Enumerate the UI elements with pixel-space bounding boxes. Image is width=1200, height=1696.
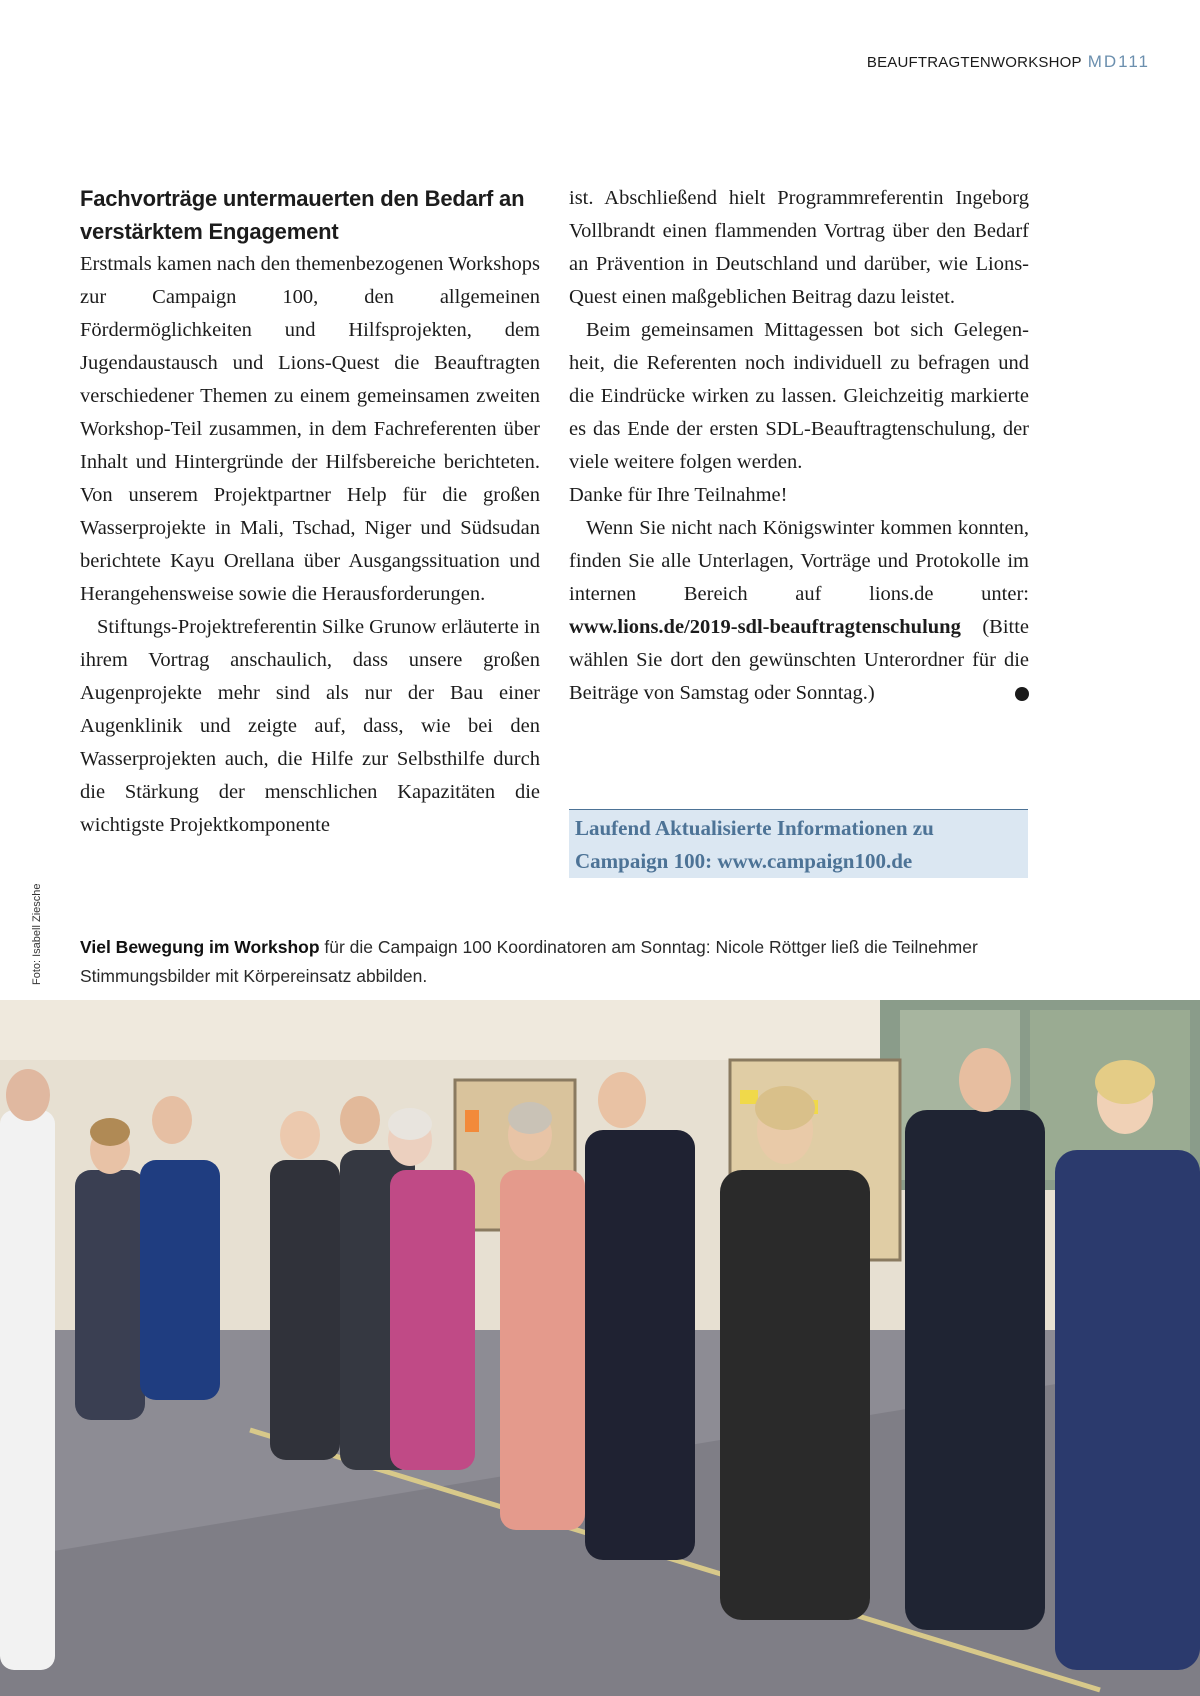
article-paragraph: Danke für Ihre Teilnahme! (569, 484, 788, 506)
info-box (569, 809, 1028, 878)
article-subhead: Fachvorträge untermauerten den Bedarf an verstärktem Engagement (80, 186, 525, 244)
workshop-photo (0, 1000, 1200, 1696)
campaign-link[interactable]: www.campaign100.de (717, 849, 913, 873)
article-text: (Bitte wählen Sie dort den gewünschten Unterordner für die Beiträge von Samstag oder Sonntag.) (569, 616, 1029, 704)
section-title: BEAUFTRAGTENWORKSHOP (866, 54, 1082, 71)
article-column-left (80, 182, 540, 842)
workshop-photo-illustration (0, 1000, 1200, 1696)
article-paragraph: ist. Abschließend hielt Programmreferentin Ingeborg Vollbrandt einen flammenden Vortrag über den Bedarf an Prävention in Deutschland und darüber, wie Lions-Quest einen maßgeblichen Beitrag dazu leistet. (569, 187, 1029, 308)
lions-end-mark-icon: L (1015, 687, 1029, 701)
running-head (867, 52, 1150, 72)
photo-credit: Foto: Isabell Ziesche (31, 883, 43, 985)
article-paragraph: Beim gemeinsamen Mittagessen bot sich Gelegenheit, die Referenten noch individuell zu befragen und die Eindrücke wirken zu lassen. Gleichzeitig markierte es das Ende der ersten SDL-Beauftragtenschulung, der viele weitere folgen werden. (569, 319, 1029, 473)
issue-label: MD111 (1087, 52, 1150, 71)
article-paragraph: Erstmals kamen nach den themenbezogenen Workshops zur Campaign 100, den allgemeinen Fördermöglichkeiten und Hilfsprojekten, dem Jugendaustausch und Lions-Quest die Beauftragten verschiedener Themen zu einem gemeinsamen zweiten Workshop-Teil zusammen, in dem Fachreferenten über Inhalt und Hintergründe der Hilfsbereiche berichteten. Von unserem Projektpartner Help für die großen Wasserprojekte in Mali, Tschad, Niger und Südsudan berichtete Kayu Orellana über Ausgangssituation und Herangehensweise sowie die Herausforderungen. (80, 253, 540, 605)
article-column-right (569, 182, 1038, 710)
caption-text: für die Campaign 100 Koordinatoren am Sonntag: Nicole Röttger ließ die Teilnehmer Stimmungsbilder mit Körpereinsatz abbilden. (80, 937, 978, 986)
article-text: Wenn Sie nicht nach Königswinter kommen konnten, finden Sie alle Unterlagen, Vorträge und Protokolle im internen Bereich auf lions.de unter: (569, 517, 1029, 605)
documents-link[interactable]: www.lions.de/2019-sdl-beauftragtenschulung (569, 616, 961, 638)
photo-caption (80, 933, 1028, 991)
article-paragraph: Stiftungs-Projektreferentin Silke Grunow erläuterte in ihrem Vortrag anschaulich, dass unsere großen Augenprojekte mehr sind als nur der Bau einer Augenklinik und zeigte auf, dass, wie bei den Wasserprojekten auch, die Hilfe zur Selbsthilfe durch die Stärkung der menschlichen Kapazitäten die wichtigste Projektkomponente (80, 616, 540, 836)
caption-lead: Viel Bewegung im Workshop (80, 937, 320, 957)
article-paragraph-link (569, 512, 1038, 710)
info-box-text: Laufend Aktualisierte Informationen zu Campaign 100: (575, 816, 934, 873)
